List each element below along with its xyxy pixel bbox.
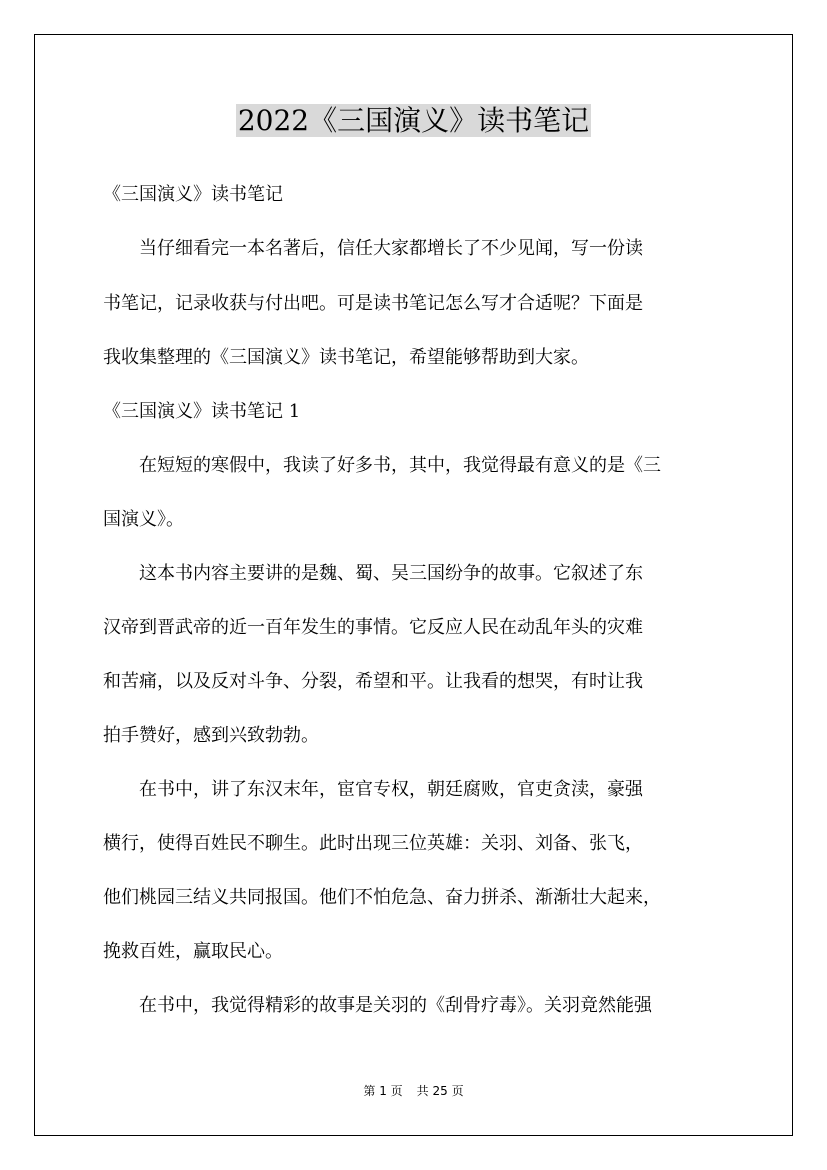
body-line: 汉帝到晋武帝的近一百年发生的事情。它反应人民在动乱年头的灾难 (103, 617, 643, 638)
body-line: 当仔细看完一本名著后，信任大家都增长了不少见闻，写一份读 (103, 238, 643, 259)
document-title (0, 99, 827, 143)
body-line: 在书中，我觉得精彩的故事是关羽的《刮骨疗毒》。关羽竟然能强 (103, 995, 652, 1016)
body-line: 这本书内容主要讲的是魏、蜀、吴三国纷争的故事。它叙述了东 (103, 563, 643, 584)
page-number: 第 1 页 (363, 1084, 403, 1098)
page-footer (0, 1082, 827, 1100)
body-line: 横行，使得百姓民不聊生。此时出现三位英雄：关羽、刘备、张飞， (103, 833, 643, 854)
body-line: 他们桃园三结义共同报国。他们不怕危急、奋力拼杀、渐渐壮大起来， (103, 887, 661, 908)
body-line: 拍手赞好，感到兴致勃勃。 (103, 725, 319, 746)
body-line: 挽救百姓，赢取民心。 (103, 941, 283, 962)
body-line: 在短短的寒假中，我读了好多书，其中，我觉得最有意义的是《三 (103, 455, 661, 476)
body-line: 国演义》。 (103, 509, 184, 530)
body-line: 和苦痛，以及反对斗争、分裂，希望和平。让我看的想哭，有时让我 (103, 671, 643, 692)
page-total: 共 25 页 (416, 1084, 464, 1098)
body-line: 我收集整理的《三国演义》读书笔记，希望能够帮助到大家。 (103, 347, 589, 368)
body-line: 在书中，讲了东汉末年，宦官专权，朝廷腐败，官吏贪渎，豪强 (103, 779, 643, 800)
document-title-text: 2022《三国演义》读书笔记 (237, 104, 590, 137)
body-line: 《三国演义》读书笔记 1 (103, 401, 301, 422)
body-line: 《三国演义》读书笔记 (103, 184, 283, 205)
body-line: 书笔记，记录收获与付出吧。可是读书笔记怎么写才合适呢？下面是 (103, 293, 643, 314)
